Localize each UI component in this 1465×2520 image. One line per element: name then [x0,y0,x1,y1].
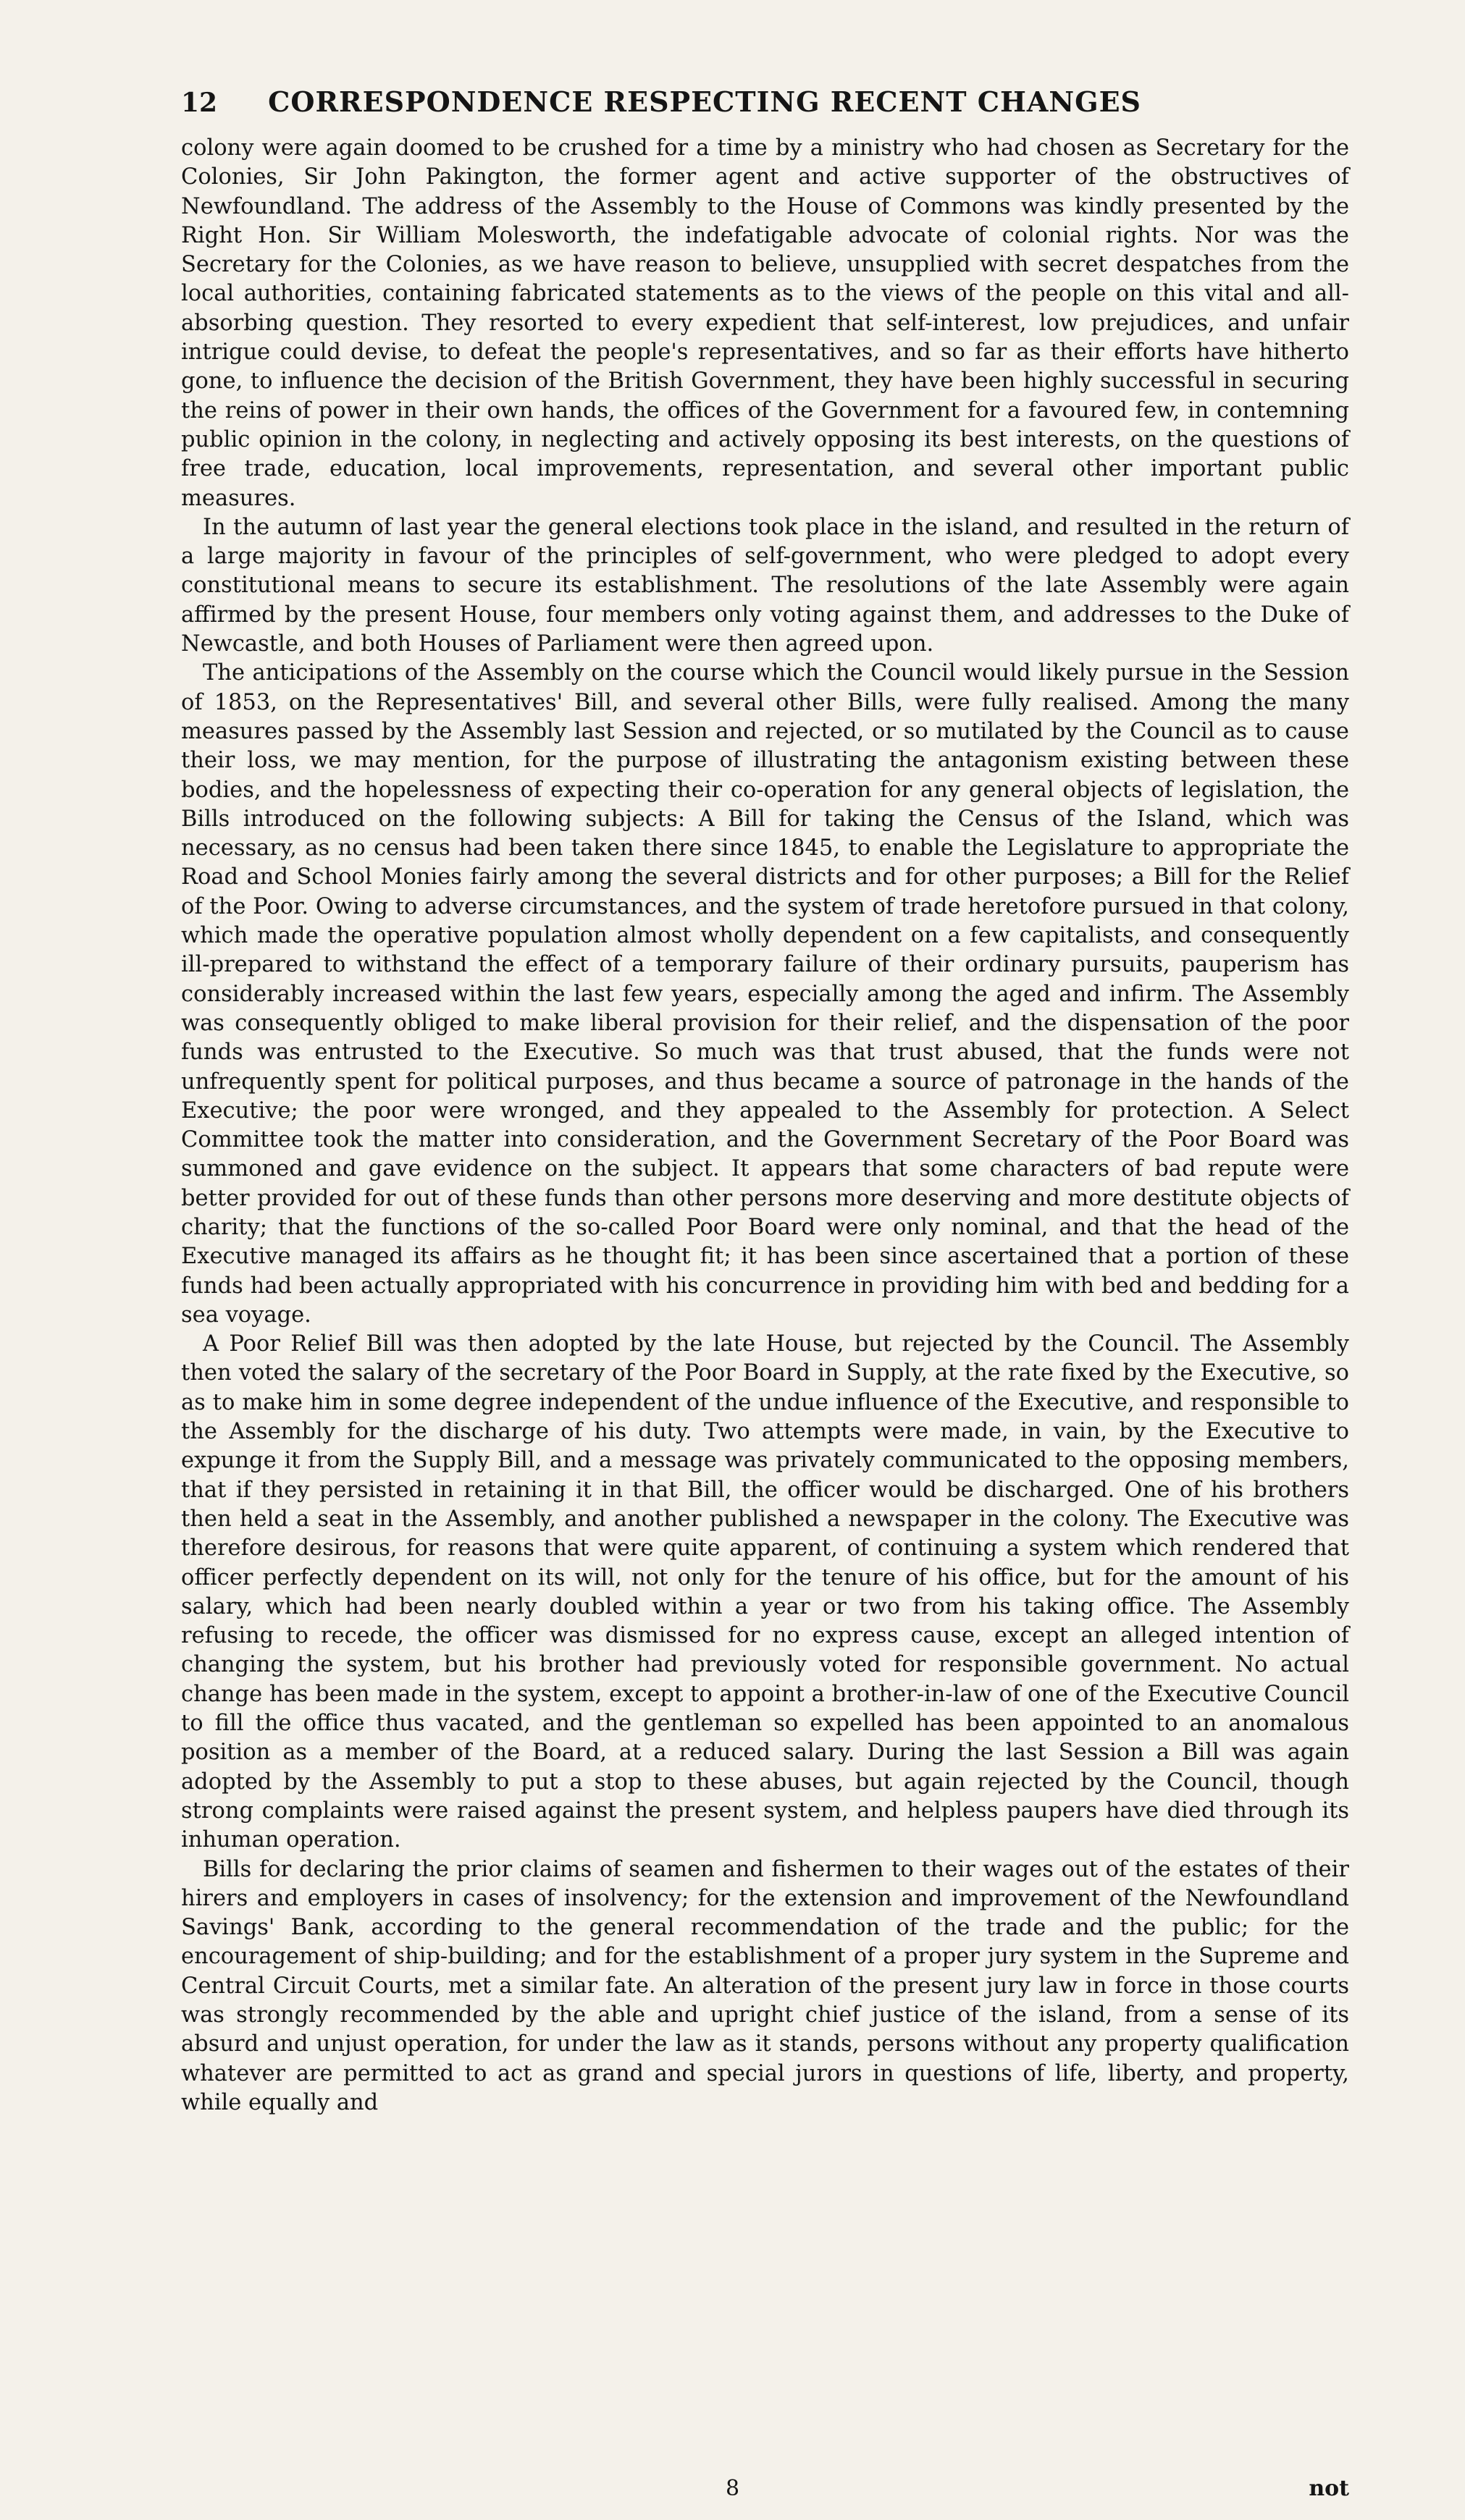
body-text [181,134,1349,2117]
paragraph-4: A Poor Relief Bill was then adopted by the late House, but rejected by the Council. The Assembly then voted the salary of the secretary of the Poor Board in Supply, at the rate fixed by the Executive, so as to make him in some degree independent of the undue influence of the Executive, and responsible to the Assembly for the discharge of his duty. Two attempts were made, in vain, by the Executive to expunge it from the Supply Bill, and a message was privately communicated to the opposing members, that if they persisted in retaining it in that Bill, the officer would be discharged. One of his brothers then held a seat in the Assembly, and another published a newspaper in the colony. The Executive was therefore desirous, for reasons that were quite apparent, of continuing a system which rendered that officer perfectly dependent on its will, not only for the tenure of his office, but for the amount of his salary, which had been nearly doubled within a year or two from his taking office. The Assembly refusing to recede, the officer was dismissed for no express cause, except an alleged intention of changing the system, but his brother had previously voted for responsible government. No actual change has been made in the system, except to appoint a brother-in-law of one of the Executive Council to fill the office thus vacated, and the gentleman so expelled has been appointed to an anomalous position as a member of the Board, at a reduced salary. During the last Session a Bill was again adopted by the Assembly to put a stop to these abuses, but again rejected by the Council, though strong complaints were raised against the present system, and helpless paupers have died through its inhuman operation. [181,1331,1349,1853]
page-header [181,85,1349,118]
folio-signature: 8 [725,2476,740,2501]
paragraph-5: Bills for declaring the prior claims of seamen and fishermen to their wages out of the estates of their hirers and employers in cases of insolvency; for the extension and improvement of the Newfoundland Savings' Bank, according to the general recommendation of the trade and the public; for the encouragement of ship-building; and for the establishment of a proper jury system in the Supreme and Central Circuit Courts, met a similar fate. An alteration of the present jury law in force in those courts was strongly recommended by the able and upright chief justice of the island, from a sense of its absurd and unjust operation, for under the law as it stands, persons without any property qualification whatever are permitted to act as grand and special jurors in questions of life, liberty, and property, while equally and [181,1856,1349,2115]
page-number: 12 [181,88,218,118]
catchword: not [1309,2476,1349,2501]
paragraph-3: The anticipations of the Assembly on the course which the Council would likely pursue in the Session of 1853, on the Representatives' Bill, and several other Bills, were fully realised. Among the many measures passed by the Assembly last Session and rejected, or so mutilated by the Council as to cause their loss, we may mention, for the purpose of illustrating the antagonism existing between these bodies, and the hopelessness of expecting their co-operation for any general objects of legislation, the Bills introduced on the following subjects: A Bill for taking the Census of the Island, which was necessary, as no census had been taken there since 1845, to enable the Legislature to appropriate the Road and School Monies fairly among the several districts and for other purposes; a Bill for the Relief of the Poor. Owing to adverse circumstances, and the system of trade heretofore pursued in that colony, which made the operative population almost wholly dependent on a few capitalists, and consequently ill-prepared to withstand the effect of a temporary failure of their ordinary pursuits, pauperism has considerably increased within the last few years, especially among the aged and infirm. The Assembly was consequently obliged to make liberal provision for their relief, and the dispensation of the poor funds was entrusted to the Executive. So much was that trust abused, that the funds were not unfrequently spent for political purposes, and thus became a source of patronage in the hands of the Executive; the poor were wronged, and they appealed to the Assembly for protection. A Select Committee took the matter into consideration, and the Government Secretary of the Poor Board was summoned and gave evidence on the subject. It appears that some characters of bad repute were better provided for out of these funds than other persons more deserving and more destitute objects of charity; that the functions of the so-called Poor Board were only nominal, and that the head of the Executive managed its affairs as he thought fit; it has been since ascertained that a portion of these funds had been actually appropriated with his concurrence in providing him with bed and bedding for a sea voyage. [181,660,1349,1328]
paragraph-2: In the autumn of last year the general elections took place in the island, and resulted in the return of a large majority in favour of the principles of self-government, who were pledged to adopt every constitutional means to secure its establishment. The resolutions of the late Assembly were again affirmed by the present House, four members only voting against them, and addresses to the Duke of Newcastle, and both Houses of Parliament were then agreed upon. [181,514,1349,657]
running-title: CORRESPONDENCE RESPECTING RECENT CHANGES [268,85,1141,118]
paragraph-1: colony were again doomed to be crushed for a time by a ministry who had chosen as Secretary for the Colonies, Sir John Pakington, the former agent and active supporter of the obstructives of Newfoundland. The address of the Assembly to the House of Commons was kindly presented by the Right Hon. Sir William Molesworth, the indefatigable advocate of colonial rights. Nor was the Secretary for the Colonies, as we have reason to believe, unsupplied with secret despatches from the local authorities, containing fabricated statements as to the views of the people on this vital and all-absorbing question. They resorted to every expedient that self-interest, low prejudices, and unfair intrigue could devise, to defeat the people's representatives, and so far as their efforts have hitherto gone, to influence the decision of the British Government, they have been highly successful in securing the reins of power in their own hands, the offices of the Government for a favoured few, in contemning public opinion in the colony, in neglecting and actively opposing its best interests, on the questions of free trade, education, local improvements, representation, and several other important public measures. [181,135,1349,511]
